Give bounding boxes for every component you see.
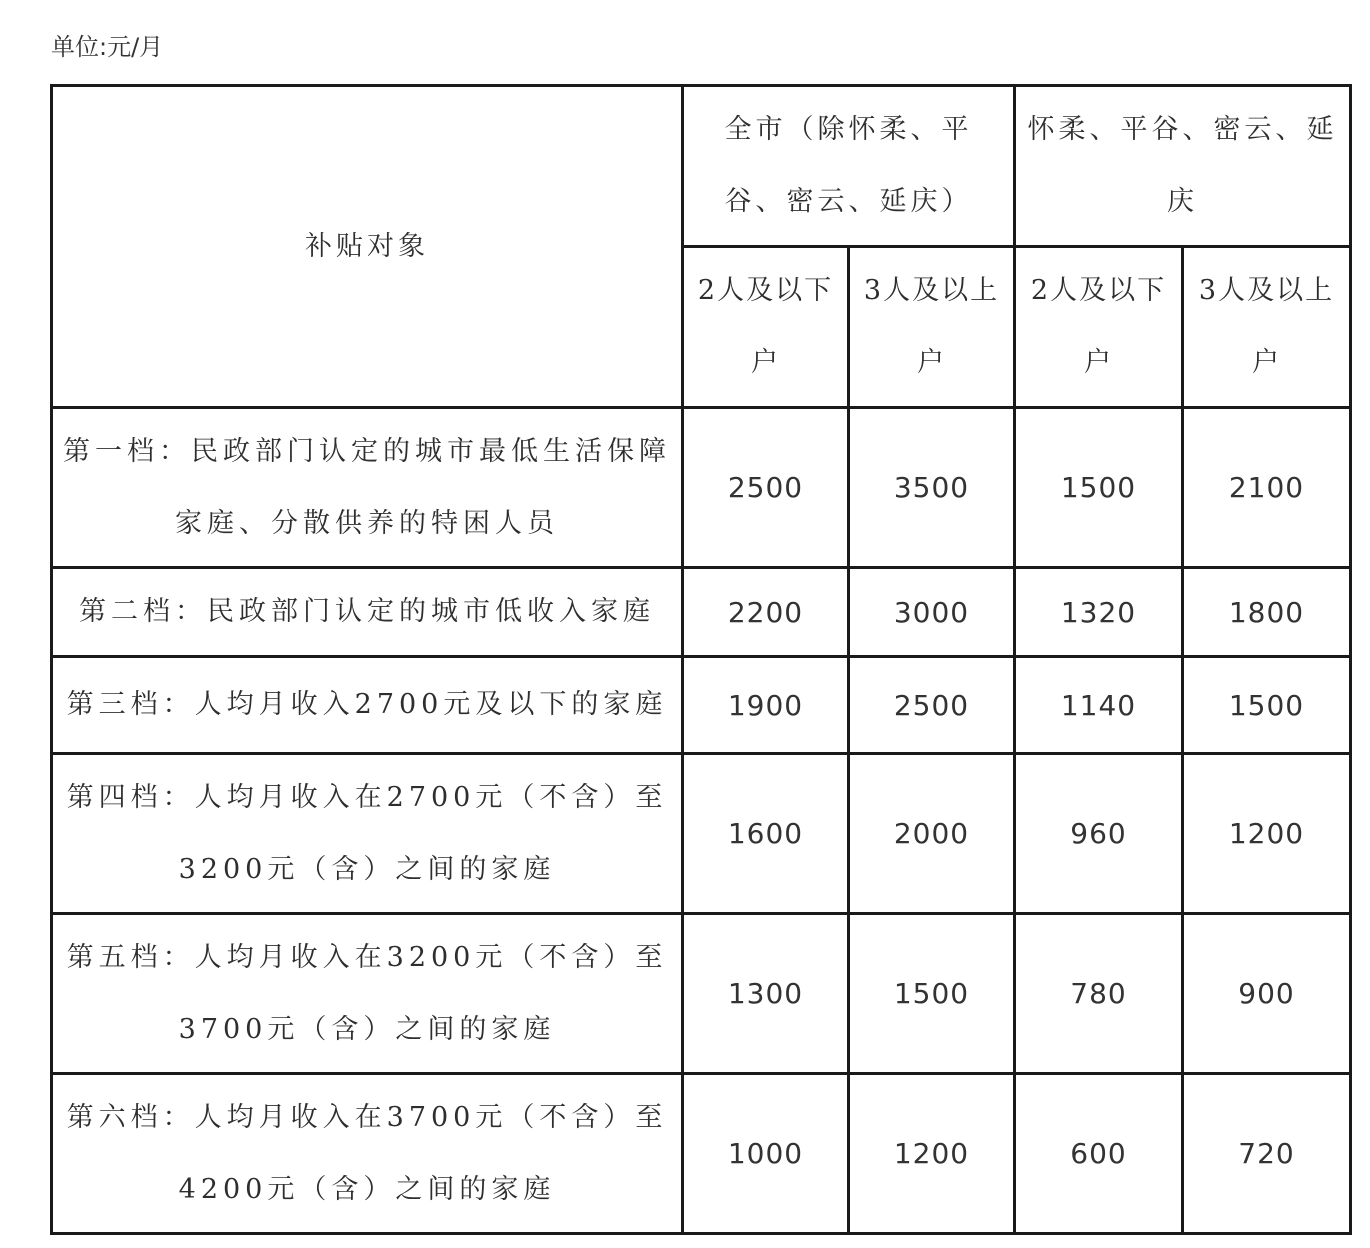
tier-label: 第四档：人均月收入在2700元（不含）至3200元（含）之间的家庭 bbox=[52, 754, 683, 914]
subsidy-table bbox=[50, 84, 1352, 1235]
tier-label: 第三档：人均月收入2700元及以下的家庭 bbox=[52, 657, 683, 754]
value-cell: 1500 bbox=[849, 914, 1015, 1074]
value-cell: 1500 bbox=[1015, 408, 1183, 568]
value-cell: 900 bbox=[1183, 914, 1351, 1074]
header-sub-suburb-large: 3人及以上户 bbox=[1183, 247, 1351, 408]
value-cell: 600 bbox=[1015, 1074, 1183, 1234]
tier-label: 第二档：民政部门认定的城市低收入家庭 bbox=[52, 568, 683, 657]
value-cell: 2500 bbox=[849, 657, 1015, 754]
header-sub-city-small: 2人及以下户 bbox=[683, 247, 849, 408]
header-group-city: 全市（除怀柔、平谷、密云、延庆） bbox=[683, 86, 1015, 247]
value-cell: 1000 bbox=[683, 1074, 849, 1234]
value-cell: 1300 bbox=[683, 914, 849, 1074]
tier-label: 第五档：人均月收入在3200元（不含）至3700元（含）之间的家庭 bbox=[52, 914, 683, 1074]
value-cell: 2100 bbox=[1183, 408, 1351, 568]
header-sub-city-large: 3人及以上户 bbox=[849, 247, 1015, 408]
header-target: 补贴对象 bbox=[52, 86, 683, 408]
value-cell: 1600 bbox=[683, 754, 849, 914]
value-cell: 720 bbox=[1183, 1074, 1351, 1234]
table-row bbox=[52, 754, 1351, 914]
value-cell: 3000 bbox=[849, 568, 1015, 657]
tier-label: 第一档：民政部门认定的城市最低生活保障家庭、分散供养的特困人员 bbox=[52, 408, 683, 568]
value-cell: 960 bbox=[1015, 754, 1183, 914]
value-cell: 1900 bbox=[683, 657, 849, 754]
value-cell: 1200 bbox=[849, 1074, 1015, 1234]
unit-label: 单位:元/月 bbox=[51, 33, 164, 61]
table-row bbox=[52, 1074, 1351, 1234]
value-cell: 2500 bbox=[683, 408, 849, 568]
value-cell: 2000 bbox=[849, 754, 1015, 914]
tier-label: 第六档：人均月收入在3700元（不含）至4200元（含）之间的家庭 bbox=[52, 1074, 683, 1234]
header-row-groups bbox=[52, 86, 1351, 247]
value-cell: 780 bbox=[1015, 914, 1183, 1074]
value-cell: 1200 bbox=[1183, 754, 1351, 914]
value-cell: 1140 bbox=[1015, 657, 1183, 754]
table-row bbox=[52, 408, 1351, 568]
table-row bbox=[52, 568, 1351, 657]
value-cell: 2200 bbox=[683, 568, 849, 657]
header-group-suburb: 怀柔、平谷、密云、延庆 bbox=[1015, 86, 1351, 247]
value-cell: 3500 bbox=[849, 408, 1015, 568]
table-row bbox=[52, 914, 1351, 1074]
table-row bbox=[52, 657, 1351, 754]
header-sub-suburb-small: 2人及以下户 bbox=[1015, 247, 1183, 408]
value-cell: 1500 bbox=[1183, 657, 1351, 754]
value-cell: 1320 bbox=[1015, 568, 1183, 657]
value-cell: 1800 bbox=[1183, 568, 1351, 657]
